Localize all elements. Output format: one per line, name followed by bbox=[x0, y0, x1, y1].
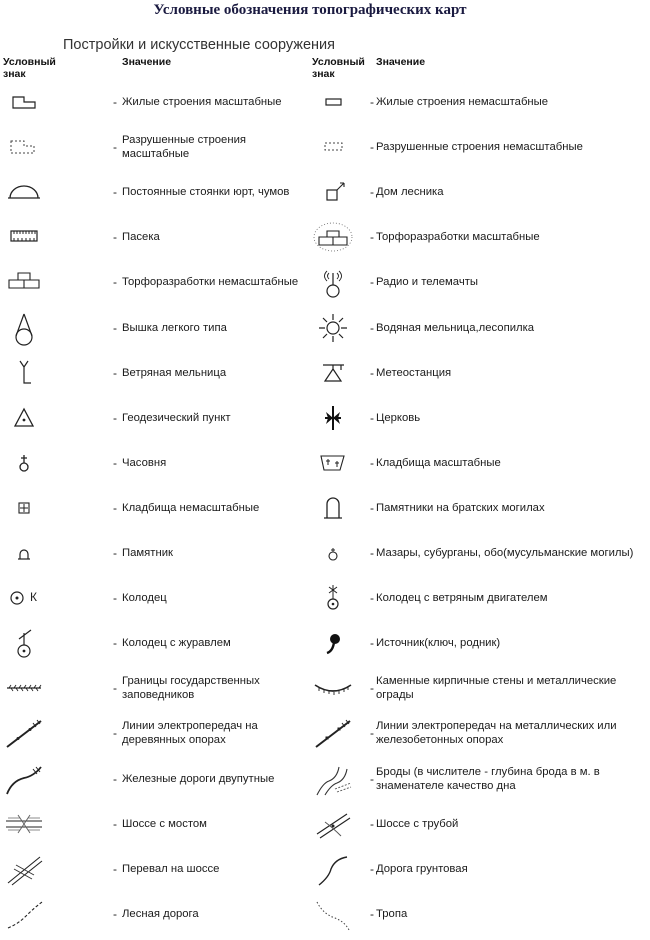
row-dash: - bbox=[370, 500, 374, 515]
row-dash: - bbox=[113, 455, 117, 470]
symbol-meaning: Линии электропередач на металлических или железобетонных опорах bbox=[376, 720, 617, 747]
symbol-meaning: Ветряная мельница bbox=[122, 366, 227, 379]
row-dash: - bbox=[370, 726, 374, 741]
row-dash: - bbox=[370, 591, 374, 606]
metal-powerline-icon bbox=[313, 715, 353, 751]
forester-house-icon bbox=[313, 174, 353, 210]
symbol-meaning: Источник(ключ, родник) bbox=[376, 637, 501, 650]
symbol-meaning: Метеостанция bbox=[376, 366, 452, 379]
row-dash: - bbox=[113, 726, 117, 741]
mazar-icon bbox=[313, 535, 353, 571]
row-dash: - bbox=[370, 771, 374, 786]
symbol-meaning: Границы государственных заповедников bbox=[122, 675, 260, 702]
legend-row bbox=[0, 623, 650, 663]
ford-icon bbox=[313, 761, 353, 797]
row-dash: - bbox=[113, 275, 117, 290]
symbol-meaning: Геодезический пункт bbox=[122, 411, 231, 424]
radio-mast-icon bbox=[313, 264, 353, 300]
legend-row bbox=[0, 533, 650, 573]
legend-row bbox=[0, 759, 650, 799]
row-dash: - bbox=[370, 320, 374, 335]
row-dash: - bbox=[113, 410, 117, 425]
row-dash: - bbox=[370, 455, 374, 470]
row-dash: - bbox=[113, 230, 117, 245]
legend-row bbox=[0, 262, 650, 302]
header-meaning-right: Значение bbox=[376, 56, 426, 68]
symbol-meaning: Шоссе с трубой bbox=[376, 817, 459, 830]
header-symbol-right: Условный знак bbox=[312, 56, 365, 80]
row-dash: - bbox=[370, 546, 374, 560]
symbol-meaning: Пасека bbox=[122, 231, 160, 244]
light-tower-icon bbox=[4, 310, 44, 346]
row-dash: - bbox=[113, 320, 117, 335]
peat-unscaled-icon bbox=[4, 264, 44, 300]
legend-row bbox=[0, 668, 650, 708]
geodetic-point-icon bbox=[4, 400, 44, 436]
symbol-meaning: Броды (в числителе - глубина брода в м. в знаменателе качество дна bbox=[376, 765, 600, 792]
symbol-meaning: Колодец с журавлем bbox=[122, 637, 231, 650]
row-dash: - bbox=[113, 95, 117, 109]
water-mill-icon bbox=[313, 310, 353, 346]
legend-row bbox=[0, 127, 650, 167]
peat-scaled-icon bbox=[313, 219, 353, 255]
legend-row bbox=[0, 398, 650, 438]
legend-row bbox=[0, 713, 650, 753]
symbol-meaning: Шоссе с мостом bbox=[122, 817, 207, 830]
row-dash: - bbox=[113, 771, 117, 786]
well-icon bbox=[4, 580, 44, 616]
wooden-powerline-icon bbox=[4, 715, 44, 751]
row-dash: - bbox=[370, 95, 374, 109]
unscaled-building-icon bbox=[313, 84, 353, 120]
symbol-meaning: Дорога грунтовая bbox=[376, 862, 468, 875]
legend-row bbox=[0, 488, 650, 528]
page-title: Условные обозначения топографических карт bbox=[153, 2, 467, 18]
legend-row bbox=[0, 217, 650, 257]
symbol-meaning: Колодец bbox=[122, 592, 167, 605]
symbol-meaning: Вышка легкого типа bbox=[122, 321, 227, 334]
symbol-meaning: Кладбища масштабные bbox=[376, 456, 501, 469]
legend-row bbox=[0, 894, 650, 934]
legend-row bbox=[0, 82, 650, 122]
monument-icon bbox=[4, 535, 44, 571]
ruined-scaled-building-icon bbox=[4, 129, 44, 165]
apiary-icon bbox=[4, 219, 44, 255]
row-dash: - bbox=[370, 410, 374, 425]
spring-icon bbox=[313, 625, 353, 661]
weather-station-icon bbox=[313, 355, 353, 391]
symbol-meaning: Мазары, субурганы, обо(мусульманские могилы) bbox=[376, 547, 634, 559]
row-dash: - bbox=[370, 185, 374, 200]
row-dash: - bbox=[370, 230, 374, 245]
symbol-meaning: Церковь bbox=[376, 411, 421, 424]
symbol-meaning: Торфоразработки немасштабные bbox=[122, 276, 299, 289]
cemetery-scaled-icon bbox=[313, 445, 353, 481]
mass-grave-monument-icon bbox=[313, 490, 353, 526]
symbol-meaning: Каменные кирпичные стены и металлические ограды bbox=[376, 675, 617, 702]
symbol-meaning: Тропа bbox=[376, 907, 408, 920]
row-dash: - bbox=[370, 861, 374, 876]
symbol-meaning: Водяная мельница,лесопилка bbox=[376, 321, 535, 334]
legend-row bbox=[0, 308, 650, 348]
row-dash: - bbox=[370, 681, 374, 696]
highway-bridge-icon bbox=[4, 806, 44, 842]
row-dash: - bbox=[370, 636, 374, 651]
row-dash: - bbox=[113, 185, 117, 200]
legend-row bbox=[0, 804, 650, 844]
symbol-meaning: Линии электропередач на деревянных опорах bbox=[122, 720, 258, 747]
trail-icon bbox=[313, 896, 353, 932]
symbol-meaning: Жилые строения немасштабные bbox=[376, 96, 549, 108]
section-subtitle: Постройки и искусственные сооружения bbox=[63, 37, 336, 53]
symbol-meaning: Перевал на шоссе bbox=[122, 862, 220, 875]
symbol-meaning: Разрушенные строения масштабные bbox=[122, 134, 247, 161]
symbol-meaning: Дом лесника bbox=[376, 186, 444, 199]
symbol-meaning: Разрушенные строения немасштабные bbox=[376, 141, 583, 154]
church-icon bbox=[313, 400, 353, 436]
cemetery-unscaled-icon bbox=[4, 490, 44, 526]
chapel-icon bbox=[4, 445, 44, 481]
symbol-meaning: Памятник bbox=[122, 547, 173, 559]
row-dash: - bbox=[113, 861, 117, 876]
row-dash: - bbox=[370, 275, 374, 290]
row-dash: - bbox=[113, 681, 117, 696]
legend-row bbox=[0, 443, 650, 483]
row-dash: - bbox=[370, 816, 374, 831]
symbol-meaning: Лесная дорога bbox=[122, 907, 199, 920]
symbol-meaning: Радио и телемачты bbox=[376, 276, 479, 289]
row-dash: - bbox=[113, 546, 117, 560]
legend-row bbox=[0, 172, 650, 212]
sweep-well-icon bbox=[4, 625, 44, 661]
legend-row bbox=[0, 849, 650, 889]
scaled-building-icon bbox=[4, 84, 44, 120]
double-track-railway-icon bbox=[4, 761, 44, 797]
windmill-icon bbox=[4, 355, 44, 391]
wind-well-icon bbox=[313, 580, 353, 616]
reserve-border-icon bbox=[4, 670, 44, 706]
symbol-meaning: Железные дороги двупутные bbox=[122, 772, 275, 785]
symbol-meaning: Памятники на братских могилах bbox=[376, 501, 545, 514]
row-dash: - bbox=[370, 906, 374, 921]
row-dash: - bbox=[370, 365, 374, 380]
legend-row bbox=[0, 353, 650, 393]
row-dash: - bbox=[113, 636, 117, 651]
symbol-meaning: Колодец с ветряным двигателем bbox=[376, 592, 548, 605]
row-dash: - bbox=[113, 140, 117, 155]
dirt-road-icon bbox=[313, 851, 353, 887]
yurt-icon bbox=[4, 174, 44, 210]
highway-pass-icon bbox=[4, 851, 44, 887]
symbol-meaning: Часовня bbox=[122, 456, 167, 469]
row-dash: - bbox=[370, 140, 374, 155]
symbol-meaning: Постоянные стоянки юрт, чумов bbox=[122, 186, 290, 199]
row-dash: - bbox=[113, 816, 117, 831]
well-letter: К bbox=[30, 590, 37, 605]
symbol-meaning: Жилые строения масштабные bbox=[122, 96, 282, 108]
ruined-unscaled-building-icon bbox=[313, 129, 353, 165]
header-symbol-left: Условный знак bbox=[3, 56, 56, 80]
highway-culvert-icon bbox=[313, 806, 353, 842]
stone-wall-icon bbox=[313, 670, 353, 706]
row-dash: - bbox=[113, 906, 117, 921]
header-meaning-left: Значение bbox=[122, 56, 172, 68]
row-dash: - bbox=[113, 591, 117, 606]
forest-road-icon bbox=[4, 896, 44, 932]
row-dash: - bbox=[113, 365, 117, 380]
symbol-meaning: Торфоразработки масштабные bbox=[376, 231, 540, 244]
symbol-meaning: Кладбища немасштабные bbox=[122, 501, 260, 514]
row-dash: - bbox=[113, 500, 117, 515]
legend-row bbox=[0, 578, 650, 618]
